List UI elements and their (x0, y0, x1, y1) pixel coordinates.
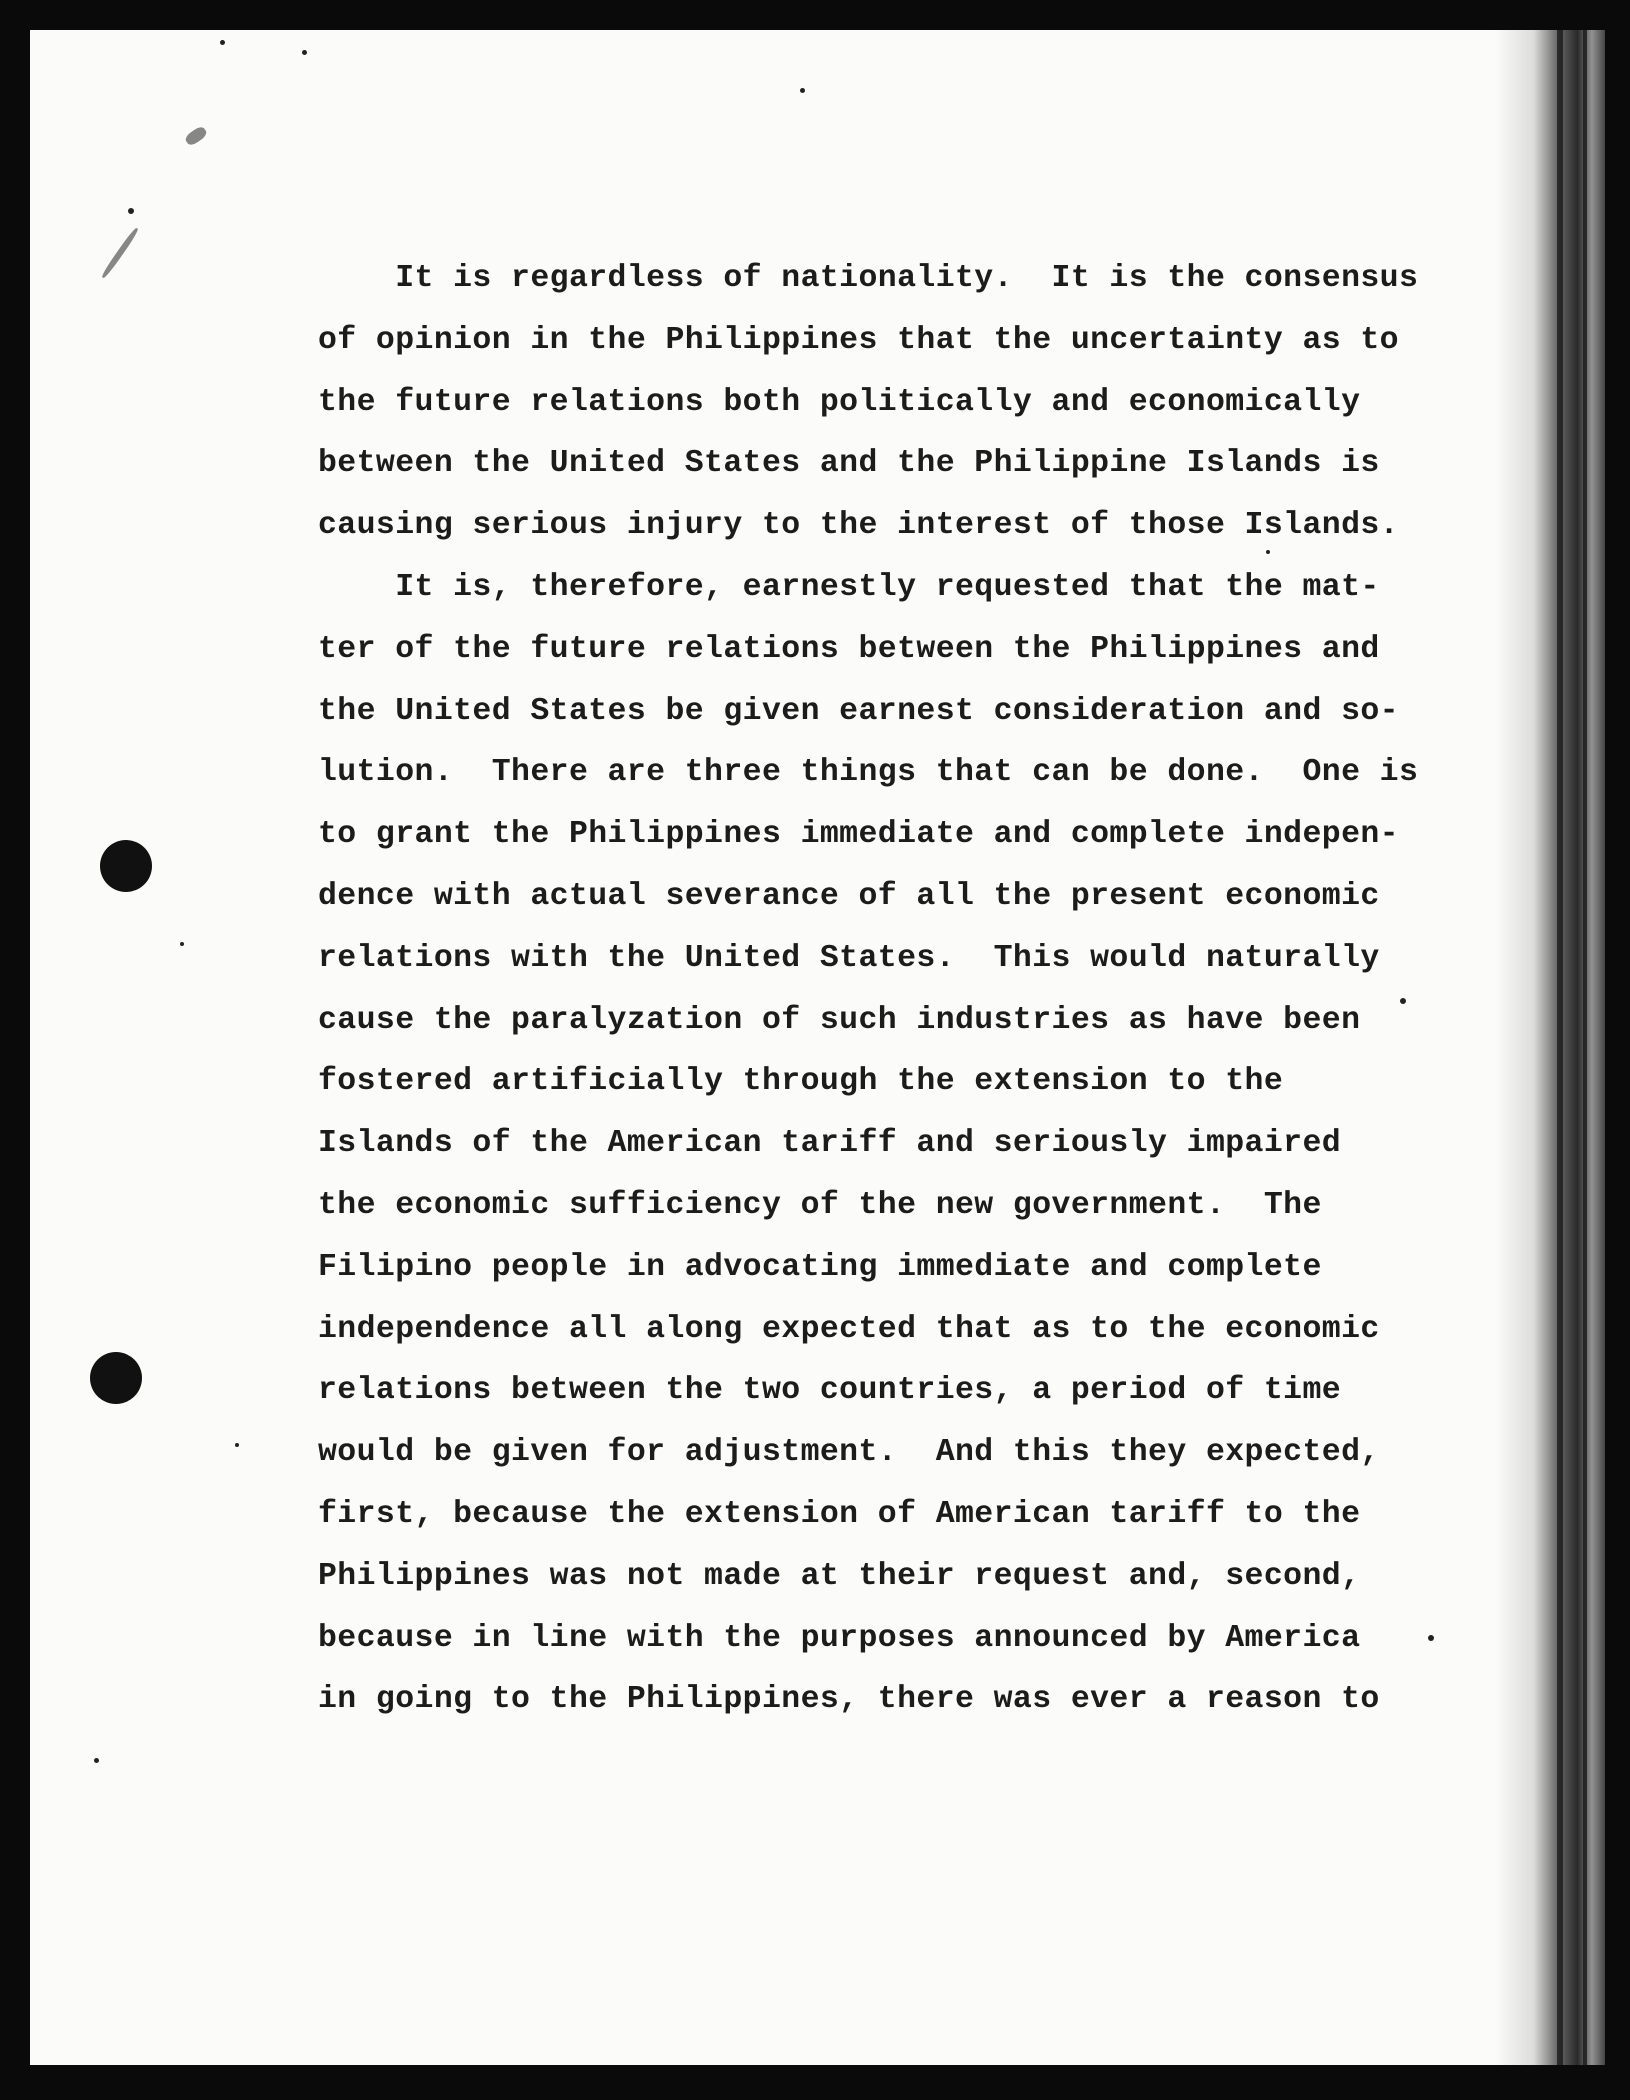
paper-speck (220, 40, 225, 45)
text-line: dence with actual severance of all the present economic (318, 878, 1380, 914)
text-line: It is regardless of nationality. It is the consensus (318, 261, 1419, 296)
text-line: cause the paralyzation of such industries as have been (318, 1002, 1361, 1038)
text-line: Philippines was not made at their request and, second, (318, 1558, 1361, 1594)
text-line: fostered artificially through the extension to the (318, 1064, 1284, 1100)
paper-speck (180, 942, 184, 946)
text-line: the future relations both politically and economically (318, 384, 1361, 420)
typed-text-body (318, 248, 1458, 1731)
text-line: Islands of the American tariff and seriously impaired (318, 1126, 1342, 1162)
ink-smudge (184, 125, 209, 147)
paper-speck (800, 88, 805, 93)
paper-speck (94, 1758, 99, 1763)
text-line: the United States be given earnest consideration and so- (318, 693, 1399, 729)
ink-smudge (100, 227, 139, 280)
text-line: causing serious injury to the interest of those Islands. (318, 508, 1399, 544)
paper-speck (128, 208, 134, 214)
text-line: because in line with the purposes announced by America (318, 1620, 1361, 1656)
binder-hole-bottom (90, 1352, 142, 1404)
text-line: to grant the Philippines immediate and complete indepen- (318, 817, 1399, 853)
text-line: ter of the future relations between the Philippines and (318, 631, 1380, 667)
page-edge-shadow (1495, 30, 1605, 2065)
text-line: independence all along expected that as to the economic (318, 1311, 1380, 1347)
text-line: first, because the extension of American tariff to the (318, 1496, 1361, 1532)
text-line: would be given for adjustment. And this they expected, (318, 1435, 1380, 1471)
text-line: between the United States and the Philippine Islands is (318, 446, 1380, 482)
typed-page (30, 30, 1605, 2065)
text-line: It is, therefore, earnestly requested that the mat- (318, 569, 1380, 605)
binder-hole-top (100, 840, 152, 892)
text-line: the economic sufficiency of the new government. The (318, 1187, 1322, 1223)
text-line: of opinion in the Philippines that the uncertainty as to (318, 322, 1399, 358)
page-edge-streak (1557, 30, 1563, 2065)
text-line: relations between the two countries, a period of time (318, 1373, 1342, 1409)
text-line: relations with the United States. This would naturally (318, 940, 1380, 976)
paper-speck (235, 1443, 239, 1447)
text-line: lution. There are three things that can be done. One is (318, 755, 1419, 791)
text-line: Filipino people in advocating immediate and complete (318, 1249, 1322, 1285)
page-edge-streak (1583, 30, 1587, 2065)
text-line: in going to the Philippines, there was ever a reason to (318, 1682, 1380, 1718)
paper-speck (302, 50, 307, 55)
